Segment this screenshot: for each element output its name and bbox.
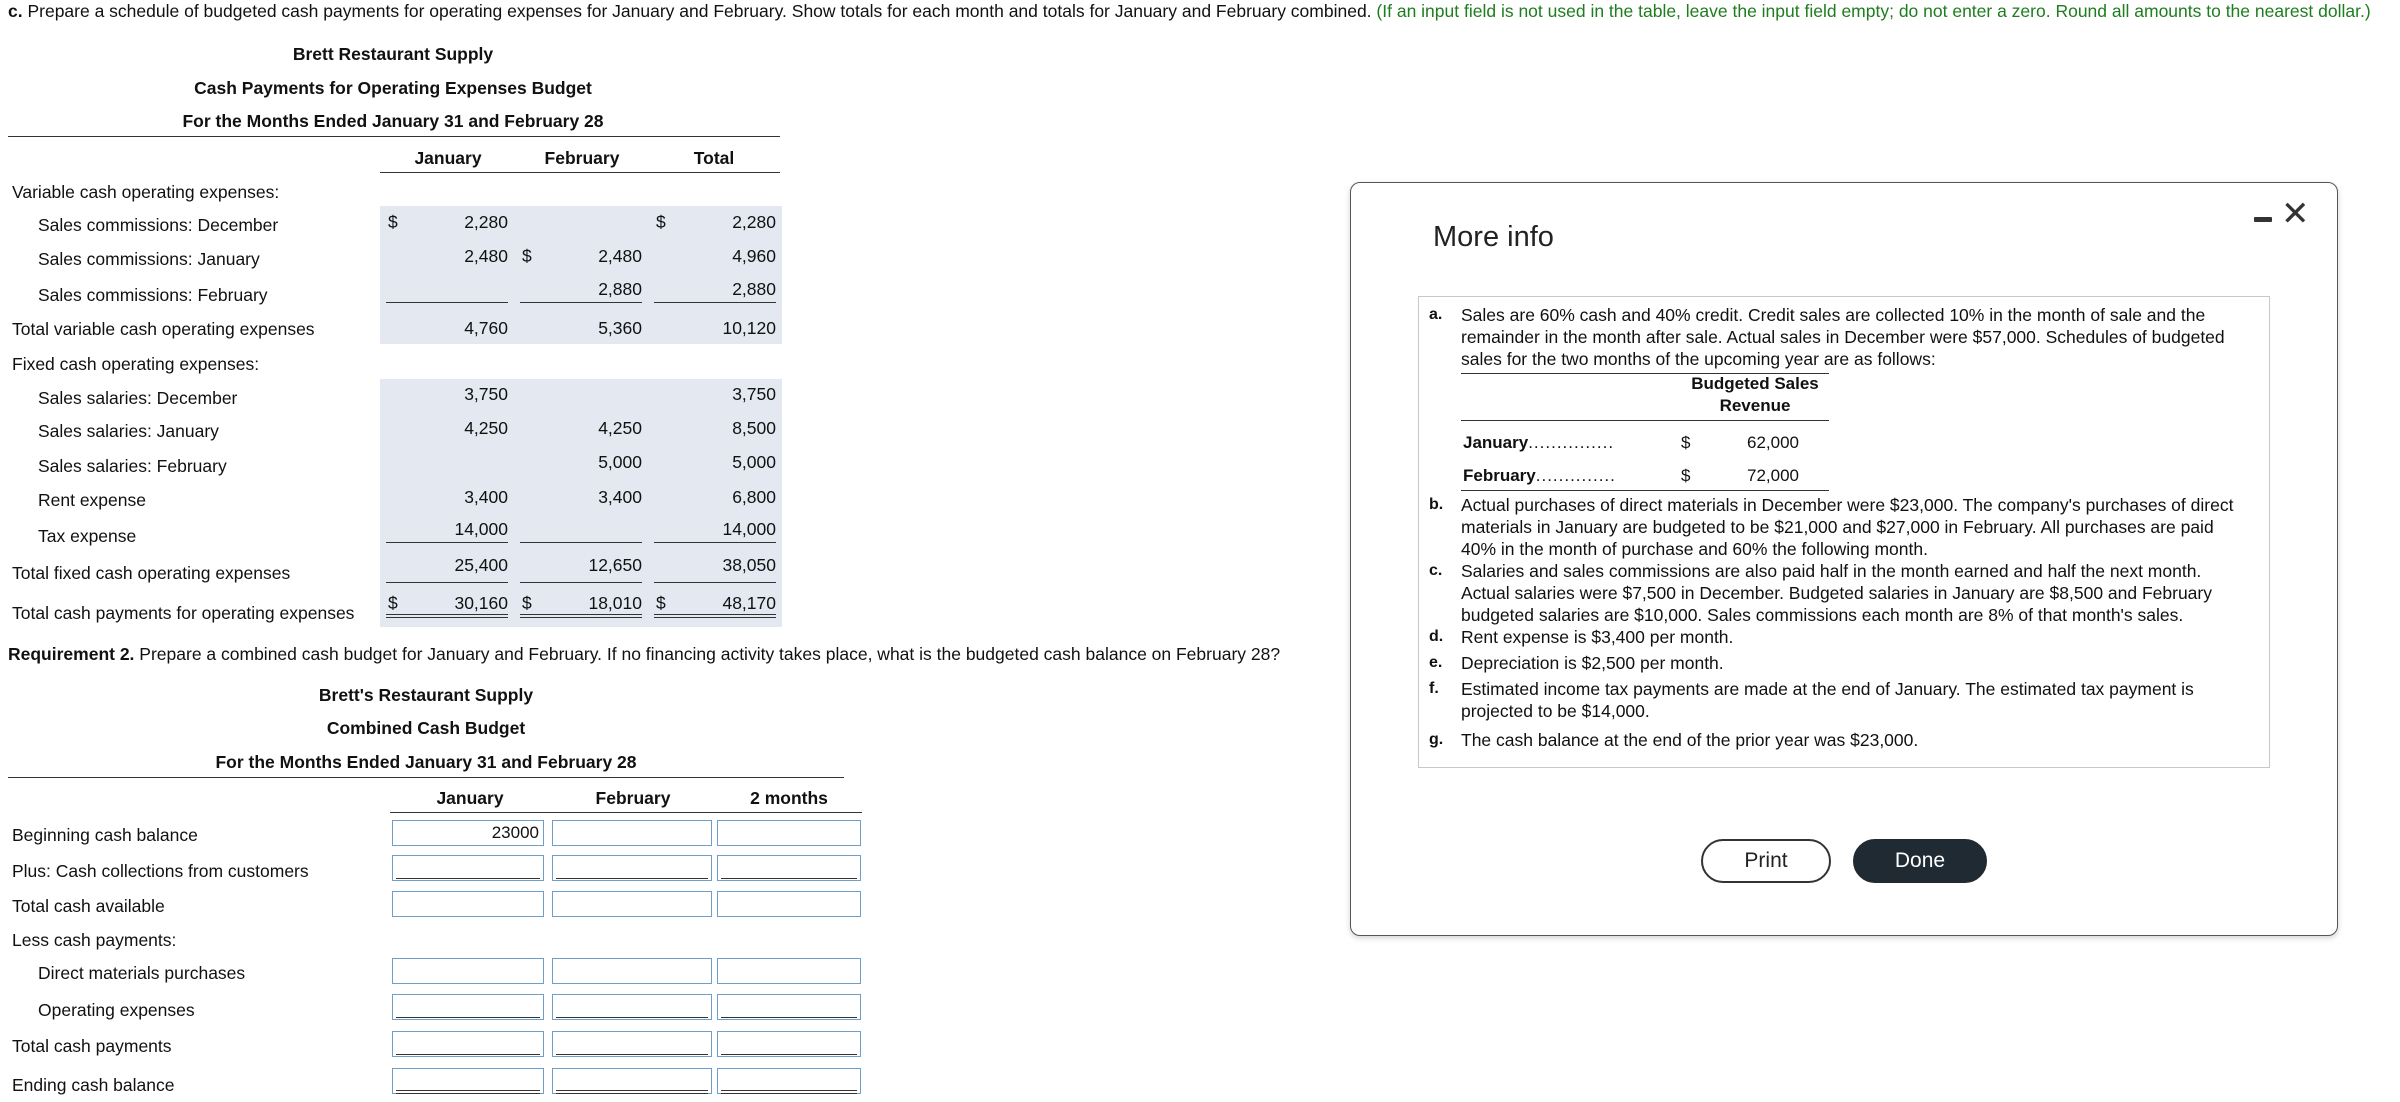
sales-january-label: January............... bbox=[1463, 433, 1615, 452]
label-sc-dec: Sales commissions: December bbox=[38, 215, 279, 235]
item-g-label: g. bbox=[1429, 731, 1444, 748]
label-operating-expenses: Operating expenses bbox=[38, 1000, 195, 1020]
currency-sign: $ bbox=[522, 593, 532, 613]
value-total-var-feb: 5,360 bbox=[598, 318, 642, 338]
subtotal-rule bbox=[556, 1054, 708, 1055]
value-ss-jan-total: 8,500 bbox=[732, 418, 776, 438]
value-total-fixed-jan: 25,400 bbox=[454, 555, 508, 575]
label-rent: Rent expense bbox=[38, 490, 146, 510]
label-direct-materials: Direct materials purchases bbox=[38, 963, 246, 983]
item-g-text: The cash balance at the end of the prior year was $23,000. bbox=[1461, 730, 1919, 750]
subtotal-rule bbox=[654, 582, 776, 583]
less-payments-header: Less cash payments: bbox=[12, 930, 177, 950]
budget2-heading-rule bbox=[8, 777, 844, 778]
value-ss-feb-feb: 5,000 bbox=[598, 452, 642, 472]
label-ending-cash: Ending cash balance bbox=[12, 1075, 175, 1095]
value-total-cash-total: 48,170 bbox=[722, 593, 776, 613]
budget1-col-february: February bbox=[544, 148, 620, 168]
input-dm-feb[interactable] bbox=[552, 958, 712, 984]
subtotal-rule bbox=[520, 582, 642, 583]
subtotal-rule bbox=[721, 878, 857, 879]
budget1-company: Brett Restaurant Supply bbox=[292, 44, 494, 64]
input-beginning-feb[interactable] bbox=[552, 820, 712, 846]
budget1-colhead-rule bbox=[380, 172, 780, 173]
budget2-col-2months: 2 months bbox=[750, 788, 828, 808]
value-tax-total: 14,000 bbox=[722, 519, 776, 539]
value-total-var-jan: 4,760 bbox=[464, 318, 508, 338]
sales-table-header-2: Revenue bbox=[1719, 396, 1791, 415]
subtotal-rule bbox=[386, 582, 508, 583]
value-sc-feb-total: 2,880 bbox=[732, 279, 776, 299]
grand-total-rule bbox=[520, 614, 642, 618]
currency-sign: $ bbox=[388, 212, 398, 232]
value-ss-jan-jan: 4,250 bbox=[464, 418, 508, 438]
value-total-var-total: 10,120 bbox=[722, 318, 776, 338]
print-button[interactable]: Print bbox=[1701, 839, 1831, 883]
subtotal-rule bbox=[386, 302, 508, 303]
grand-total-rule bbox=[556, 1090, 708, 1094]
item-b-label: b. bbox=[1429, 496, 1444, 513]
sales-february-value: 72,000 bbox=[1747, 466, 1799, 485]
sales-table-header-1: Budgeted Sales bbox=[1691, 374, 1819, 393]
item-d-label: d. bbox=[1429, 628, 1444, 645]
label-sc-feb: Sales commissions: February bbox=[38, 285, 268, 305]
grand-total-rule bbox=[654, 614, 776, 618]
instruction-hint: (If an input field is not used in the table, leave the input field empty; do not enter a zero. Round all amounts to the nearest dollar.) bbox=[1376, 1, 2371, 21]
instruction-text: c. Prepare a schedule of budgeted cash payments for operating expenses for January and February. Show totals for each month and totals for January and February combined. (If an input field is not used in the table, leave the input field empty; do not enter a zero. Round all amounts to the nearest dollar.) bbox=[8, 1, 2371, 21]
subtotal-rule bbox=[396, 1017, 540, 1018]
value-ss-dec-jan: 3,750 bbox=[464, 384, 508, 404]
label-ss-feb: Sales salaries: February bbox=[38, 456, 227, 476]
item-c-label: c. bbox=[1429, 562, 1443, 579]
subtotal-rule bbox=[654, 542, 776, 543]
budget1-col-total: Total bbox=[693, 148, 735, 168]
currency-sign: $ bbox=[1681, 433, 1691, 452]
grand-total-rule bbox=[721, 1090, 857, 1094]
budget1-period: For the Months Ended January 31 and February 28 bbox=[182, 111, 604, 131]
done-button[interactable]: Done bbox=[1853, 839, 1987, 883]
value-sc-jan-total: 4,960 bbox=[732, 246, 776, 266]
subtotal-rule bbox=[396, 878, 540, 879]
item-a-text: Sales are 60% cash and 40% credit. Credit sales are collected 10% in the month of sale and the remainder in the month after sale. Actual sales in December were $57,000. Schedules of budgeted sales for the two months of the upcoming year are as follows: bbox=[1461, 305, 2225, 369]
item-e-text: Depreciation is $2,500 per month. bbox=[1461, 653, 1724, 673]
subtotal-rule bbox=[654, 302, 776, 303]
close-icon[interactable]: ✕ bbox=[2281, 195, 2310, 233]
input-beginning-total[interactable] bbox=[717, 820, 861, 846]
value-sc-jan-jan: 2,480 bbox=[464, 246, 508, 266]
subtotal-rule bbox=[721, 1054, 857, 1055]
value-total-cash-feb: 18,010 bbox=[588, 593, 642, 613]
currency-sign: $ bbox=[656, 212, 666, 232]
input-available-feb[interactable] bbox=[552, 891, 712, 917]
input-dm-jan[interactable] bbox=[392, 958, 544, 984]
label-sc-jan: Sales commissions: January bbox=[38, 249, 260, 269]
sales-table-header-rule bbox=[1461, 420, 1829, 421]
item-c-text: Salaries and sales commissions are also paid half in the month earned and half the next month. Actual salaries were $7,500 in December. Budgeted salaries in January are $8,500 and February budgeted salaries are $10,000. Sales commissions each month are 8% of that month's sales. bbox=[1461, 561, 2212, 625]
subtotal-rule bbox=[386, 542, 508, 543]
budget2-title: Combined Cash Budget bbox=[326, 718, 526, 738]
label-beginning-cash: Beginning cash balance bbox=[12, 825, 198, 845]
label-total-available: Total cash available bbox=[12, 896, 165, 916]
value-rent-total: 6,800 bbox=[732, 487, 776, 507]
value-sc-feb-feb: 2,880 bbox=[598, 279, 642, 299]
value-total-fixed-total: 38,050 bbox=[722, 555, 776, 575]
fixed-header: Fixed cash operating expenses: bbox=[12, 354, 260, 374]
label-total-cash: Total cash payments for operating expenses bbox=[12, 603, 355, 623]
budget2-colhead-rule bbox=[390, 812, 862, 813]
currency-sign: $ bbox=[656, 593, 666, 613]
item-d-text: Rent expense is $3,400 per month. bbox=[1461, 627, 1734, 647]
requirement-2-text: Requirement 2. Prepare a combined cash budget for January and February. If no financing activity takes place, what is the budgeted cash balance on February 28? bbox=[8, 644, 1281, 664]
value-sc-dec-jan: 2,280 bbox=[464, 212, 508, 232]
value-ss-feb-total: 5,000 bbox=[732, 452, 776, 472]
value-rent-feb: 3,400 bbox=[598, 487, 642, 507]
currency-sign: $ bbox=[1681, 466, 1691, 485]
budget2-period: For the Months Ended January 31 and February 28 bbox=[215, 752, 637, 772]
sales-february-label: February.............. bbox=[1463, 466, 1616, 485]
currency-sign: $ bbox=[388, 593, 398, 613]
budget2-col-february: February bbox=[595, 788, 671, 808]
budget2-col-january: January bbox=[436, 788, 504, 808]
grand-total-rule bbox=[396, 1090, 540, 1094]
dialog-title: More info bbox=[1433, 221, 1554, 253]
input-available-total[interactable] bbox=[717, 891, 861, 917]
item-b-text: Actual purchases of direct materials in December were $23,000. The company's purchases of direct materials in January are budgeted to be $21,000 and $27,000 in February. All purchases are paid 40% in the month of purchase and 60% the following month. bbox=[1461, 495, 2234, 559]
label-ss-jan: Sales salaries: January bbox=[38, 421, 219, 441]
value-total-cash-jan: 30,160 bbox=[454, 593, 508, 613]
input-available-jan[interactable] bbox=[392, 891, 544, 917]
label-ss-dec: Sales salaries: December bbox=[38, 388, 238, 408]
sales-january-value: 62,000 bbox=[1747, 433, 1799, 452]
subtotal-rule bbox=[721, 1017, 857, 1018]
grand-total-rule bbox=[386, 614, 508, 618]
budget1-heading-rule bbox=[8, 136, 780, 137]
label-tax: Tax expense bbox=[38, 526, 137, 546]
value-sc-dec-total: 2,280 bbox=[732, 212, 776, 232]
item-f-text: Estimated income tax payments are made at the end of January. The estimated tax payment is projected to be $14,000. bbox=[1461, 679, 2194, 721]
item-e-label: e. bbox=[1429, 654, 1443, 671]
variable-header: Variable cash operating expenses: bbox=[12, 182, 280, 202]
more-info-dialog bbox=[1350, 182, 2338, 936]
subtotal-rule bbox=[556, 1017, 708, 1018]
currency-sign: $ bbox=[522, 246, 532, 266]
value-ss-jan-feb: 4,250 bbox=[598, 418, 642, 438]
value-rent-jan: 3,400 bbox=[464, 487, 508, 507]
subtotal-rule bbox=[396, 1054, 540, 1055]
label-total-variable: Total variable cash operating expenses bbox=[12, 319, 315, 339]
value-total-fixed-feb: 12,650 bbox=[588, 555, 642, 575]
sales-table-bottom-rule bbox=[1461, 490, 1829, 491]
subtotal-rule bbox=[520, 542, 642, 543]
item-a-label: a. bbox=[1429, 306, 1443, 323]
subtotal-rule bbox=[520, 302, 642, 303]
item-f-label: f. bbox=[1429, 680, 1439, 697]
info-box bbox=[1418, 296, 2270, 768]
subtotal-rule bbox=[556, 878, 708, 879]
value-sc-jan-feb: 2,480 bbox=[598, 246, 642, 266]
budget1-title: Cash Payments for Operating Expenses Budget bbox=[194, 78, 592, 98]
input-dm-total[interactable] bbox=[717, 958, 861, 984]
minimize-icon[interactable] bbox=[2254, 217, 2272, 222]
label-cash-collections: Plus: Cash collections from customers bbox=[12, 861, 309, 881]
budget2-company: Brett's Restaurant Supply bbox=[318, 685, 534, 705]
label-total-payments: Total cash payments bbox=[12, 1036, 172, 1056]
value-tax-jan: 14,000 bbox=[454, 519, 508, 539]
value-ss-dec-total: 3,750 bbox=[732, 384, 776, 404]
budget1-col-january: January bbox=[414, 148, 482, 168]
input-beginning-jan[interactable] bbox=[392, 820, 544, 846]
label-total-fixed: Total fixed cash operating expenses bbox=[12, 563, 291, 583]
